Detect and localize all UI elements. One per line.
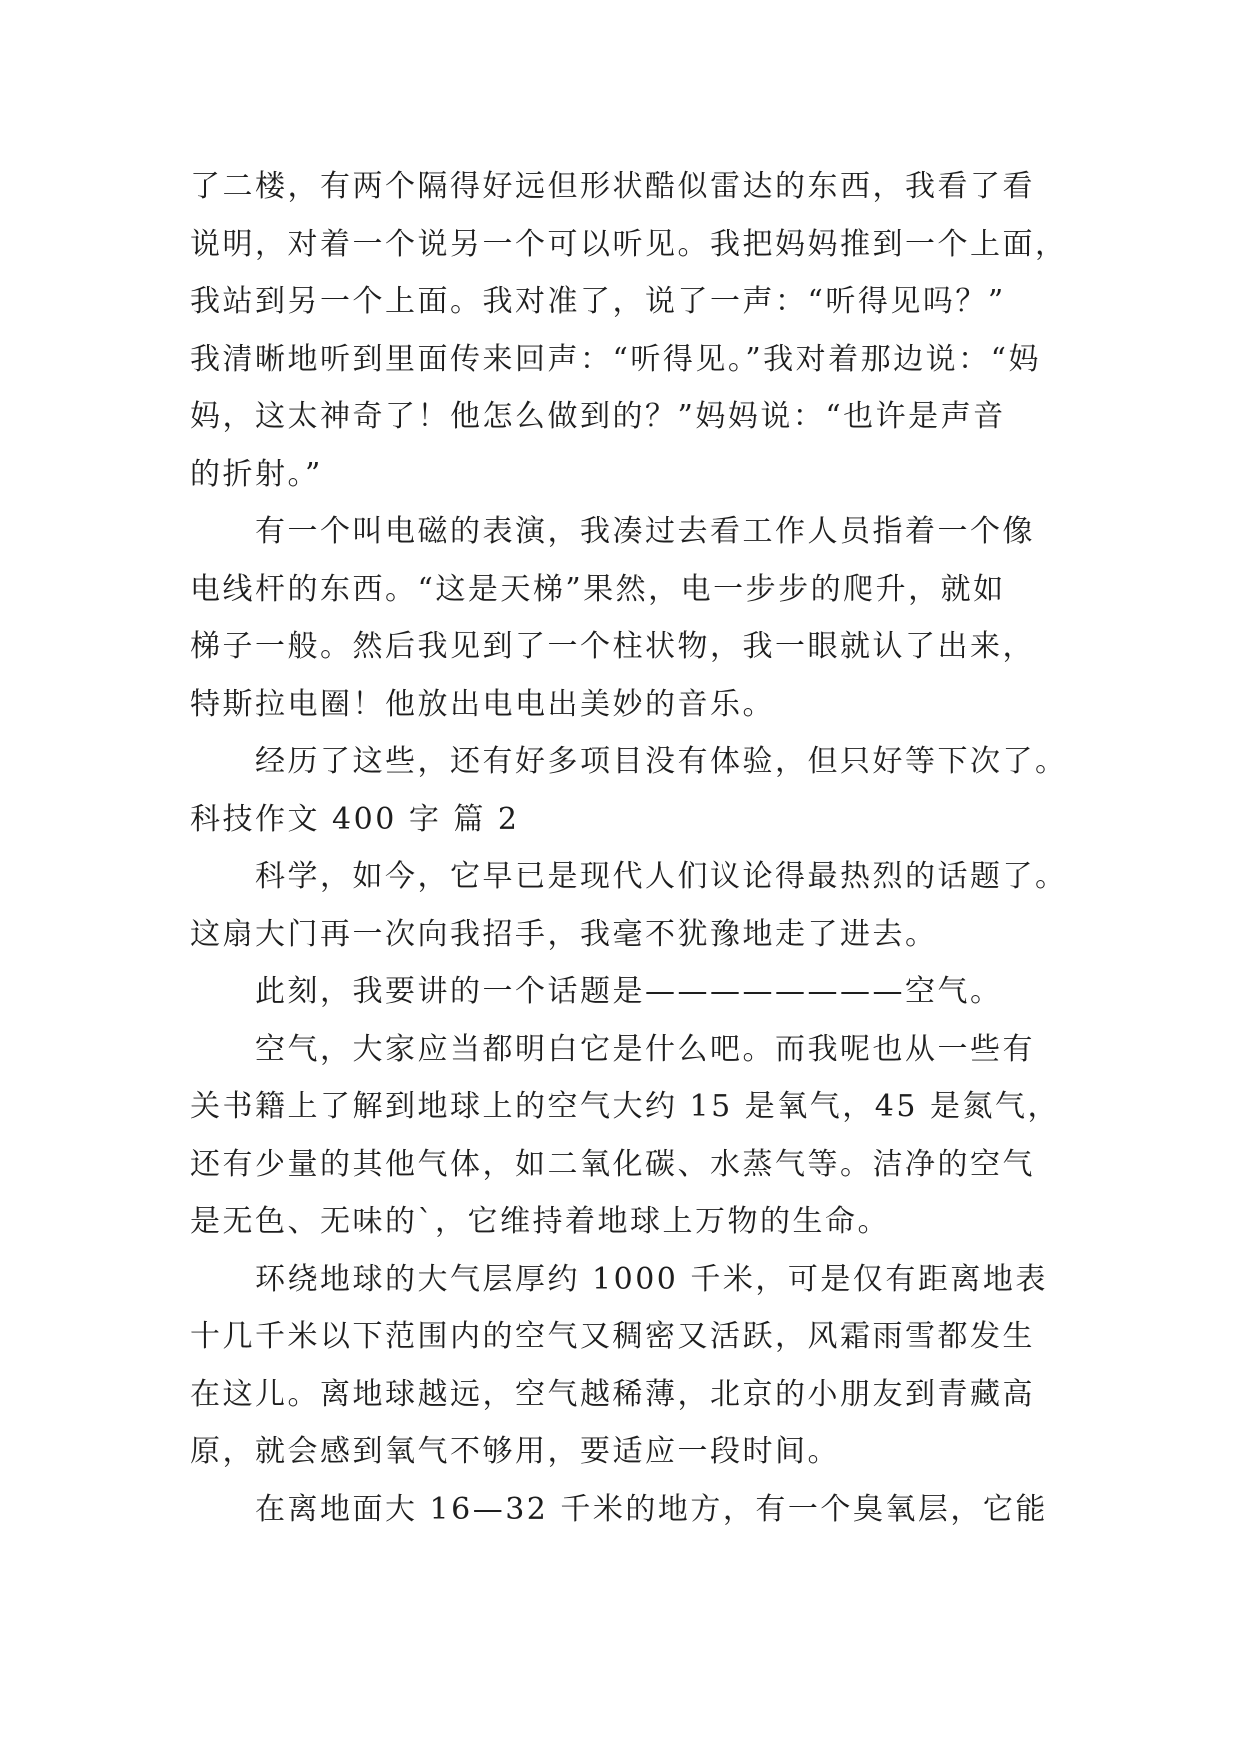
text-line: 经历了这些，还有好多项目没有体验，但只好等下次了。 [255,744,1068,779]
text-line: 梯子一般。然后我见到了一个柱状物，我一眼就认了出来， [190,629,1035,664]
text-line: 环绕地球的大气层厚约 1000 千米，可是仅有距离地表 [255,1261,1048,1297]
text-line: 原，就会感到氧气不够用，要适应一段时间。 [190,1434,840,1469]
paragraph-8 [190,1481,1060,1539]
text-line: 的折射。” [190,456,323,492]
text-line: 科学，如今，它早已是现代人们议论得最热烈的话题了。 [255,859,1068,894]
text-line: 此刻，我要讲的一个话题是————————空气。 [255,974,1003,1009]
paragraph-4 [190,848,1068,963]
paragraph-3 [190,733,1068,791]
paragraph-7 [190,1251,1060,1481]
text-line: 电线杆的东西。“这是天梯”果然，电一步步的爬升，就如 [190,571,1006,607]
text-line: 空气，大家应当都明白它是什么吧。而我呢也从一些有 [255,1031,1035,1067]
paragraph-5 [190,963,1060,1021]
text-line: 在这儿。离地球越远，空气越稀薄，北京的小朋友到青藏高 [190,1376,1035,1412]
text-line: 妈，这太神奇了！他怎么做到的？”妈妈说：“也许是声音 [190,399,1006,434]
text-line: 是无色、无味的`，它维持着地球上万物的生命。 [190,1204,890,1239]
document-body [190,158,1068,1538]
heading-text: 科技作文 400 字 篇 2 [190,801,520,837]
text-line: 我清晰地听到里面传来回声：“听得见。”我对着那边说：“妈 [190,341,1042,377]
text-line: 还有少量的其他气体，如二氧化碳、水蒸气等。洁净的空气 [190,1146,1035,1182]
text-line: 这扇大门再一次向我招手，我毫不犹豫地走了进去。 [190,916,938,952]
text-line: 我站到另一个上面。我对准了，说了一声：“听得见吗？” [190,284,1006,319]
paragraph-6 [190,1021,1060,1251]
text-line: 特斯拉电圈！他放出电电出美妙的音乐。 [190,686,775,722]
text-line: 有一个叫电磁的表演，我凑过去看工作人员指着一个像 [255,514,1035,549]
text-line: 十几千米以下范围内的空气又稠密又活跃，风霜雨雪都发生 [190,1319,1035,1354]
section-heading [190,791,1060,849]
text-line: 在离地面大 16—32 千米的地方，有一个臭氧层，它能 [255,1491,1048,1527]
text-line: 关书籍上了解到地球上的空气大约 15 是氧气，45 是氮气， [190,1089,1060,1124]
text-line: 说明，对着一个说另一个可以听见。我把妈妈推到一个上面， [190,226,1068,262]
paragraph-1 [190,158,1068,503]
text-line: 了二楼，有两个隔得好远但形状酷似雷达的东西，我看了看 [190,169,1035,204]
paragraph-2 [190,503,1060,733]
